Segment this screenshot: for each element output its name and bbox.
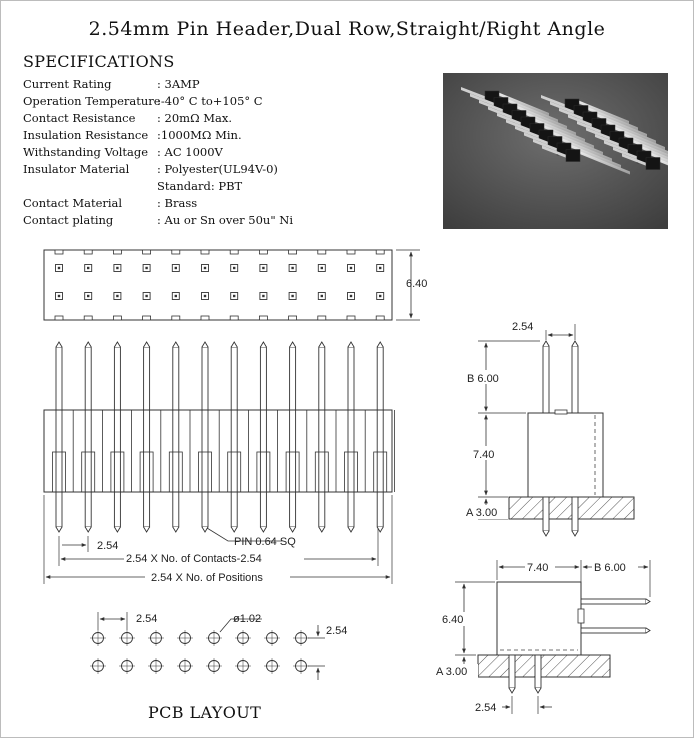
front-view-body — [44, 410, 392, 492]
right-angle-height-label: 6.40 — [442, 614, 464, 626]
front-pin-tail — [231, 527, 237, 532]
bottom-notch — [143, 316, 151, 320]
bottom-notch — [55, 316, 63, 320]
right-angle-side-view — [434, 560, 650, 714]
bottom-notch — [289, 316, 297, 320]
top-view-hole-center — [116, 295, 118, 297]
straight-pin-1 — [543, 346, 549, 416]
top-view-hole-center — [233, 295, 235, 297]
front-pin-tip — [348, 342, 354, 347]
top-view-hole-center — [291, 267, 293, 269]
front-pin-tip — [56, 342, 62, 347]
top-view-body — [44, 250, 392, 320]
top-view-hole-center — [175, 267, 177, 269]
front-pin-tip — [144, 342, 150, 347]
bottom-notch — [113, 316, 121, 320]
straight-a-label: A 3.00 — [466, 507, 498, 519]
top-view-hole-center — [145, 267, 147, 269]
spec-label: Contact Material — [23, 196, 123, 210]
top-notch — [289, 250, 297, 254]
top-view-hole-center — [233, 267, 235, 269]
front-pin-tail — [260, 527, 266, 532]
spec-value: : 3AMP — [157, 77, 200, 91]
spec-label: Insulation Resistance — [23, 128, 149, 142]
spec-value: Standard: PBT — [157, 179, 243, 193]
top-view-hole-center — [321, 267, 323, 269]
straight-b-label: B 6.00 — [467, 373, 499, 385]
front-pin — [56, 347, 62, 527]
top-view-hole-center — [58, 295, 60, 297]
top-notch — [113, 250, 121, 254]
front-pin — [319, 347, 325, 527]
front-pin — [173, 347, 179, 527]
front-view-slots — [44, 410, 394, 492]
pcb-layout-label: PCB LAYOUT — [148, 703, 262, 722]
top-view-hole-center — [321, 295, 323, 297]
top-notch — [230, 250, 238, 254]
right-angle-b-label: B 6.00 — [594, 562, 626, 574]
front-pin — [348, 347, 354, 527]
bottom-notch — [230, 316, 238, 320]
spec-label: Operation Temperature — [23, 94, 161, 108]
top-view-hole-center — [204, 267, 206, 269]
front-pin — [231, 347, 237, 527]
top-view-hole-center — [291, 295, 293, 297]
spec-label: Contact plating — [23, 213, 114, 227]
straight-side-view — [464, 321, 634, 536]
front-pin-tail — [56, 527, 62, 532]
spec-label: Current Rating — [23, 77, 112, 91]
front-pin-tip — [114, 342, 120, 347]
top-view-hole-center — [350, 295, 352, 297]
top-view-hole-center — [379, 267, 381, 269]
bottom-notch — [172, 316, 180, 320]
top-view — [44, 250, 427, 320]
front-view-pins — [56, 342, 383, 532]
right-angle-a-label: A 3.00 — [436, 666, 468, 678]
straight-pitch-label: 2.54 — [512, 321, 534, 333]
top-notch — [172, 250, 180, 254]
top-notch — [318, 250, 326, 254]
front-view — [44, 342, 394, 584]
front-pin-tip — [173, 342, 179, 347]
right-angle-pcb-section — [478, 655, 610, 677]
spec-value: : Au or Sn over 50u" Ni — [157, 213, 294, 227]
spec-label: Withstanding Voltage — [23, 145, 149, 159]
pcb-pitch-y-label: 2.54 — [326, 625, 348, 637]
front-pitch-label: 2.54 — [97, 540, 119, 552]
top-notch — [259, 250, 267, 254]
top-notch — [347, 250, 355, 254]
top-view-hole-center — [58, 267, 60, 269]
front-pin — [144, 347, 150, 527]
bottom-notch — [376, 316, 384, 320]
top-notch — [201, 250, 209, 254]
front-pin — [377, 347, 383, 527]
spec-label: Insulator Material — [23, 162, 130, 176]
front-pin-tail — [290, 527, 296, 532]
pin-size-label: PIN 0.64 SQ — [234, 536, 296, 548]
front-pin — [85, 347, 91, 527]
top-notch — [143, 250, 151, 254]
front-pin-tip — [231, 342, 237, 347]
right-angle-pitch-label: 2.54 — [475, 702, 497, 714]
contacts-dimension-label: 2.54 X No. of Contacts-2.54 — [126, 553, 262, 565]
top-notch — [55, 250, 63, 254]
top-view-hole-center — [87, 295, 89, 297]
front-pin-tail — [202, 527, 208, 532]
front-pin-tip — [290, 342, 296, 347]
straight-body-label: 7.40 — [473, 449, 495, 461]
front-pin-tail — [348, 527, 354, 532]
bottom-notch — [201, 316, 209, 320]
bottom-notch — [259, 316, 267, 320]
specifications-heading: SPECIFICATIONS — [23, 52, 175, 71]
top-view-hole-center — [262, 295, 264, 297]
front-pin-tail — [173, 527, 179, 532]
page-title: 2.54mm Pin Header,Dual Row,Straight/Right Angle — [88, 18, 606, 40]
straight-side-body — [528, 413, 603, 497]
straight-pcb-section — [509, 497, 634, 519]
spec-value: :1000MΩ Min. — [157, 128, 242, 142]
right-angle-pin-2 — [581, 628, 646, 633]
right-angle-body — [497, 582, 581, 655]
top-view-hole-center — [350, 267, 352, 269]
pcb-pitch-x-label: 2.54 — [136, 613, 158, 625]
right-angle-pin-1 — [581, 599, 646, 604]
front-pin-tail — [85, 527, 91, 532]
top-view-hole-center — [262, 267, 264, 269]
bottom-notch — [84, 316, 92, 320]
bottom-notch — [318, 316, 326, 320]
front-pin-tip — [319, 342, 325, 347]
top-view-hole-center — [175, 295, 177, 297]
spec-value: : Brass — [157, 196, 198, 210]
top-view-hole-center — [204, 295, 206, 297]
spec-value: : AC 1000V — [157, 145, 223, 159]
front-pin — [290, 347, 296, 527]
front-pin — [260, 347, 266, 527]
spec-value: : Polyester(UL94V-0) — [157, 162, 278, 176]
top-view-hole-center — [116, 267, 118, 269]
front-pin-tip — [377, 342, 383, 347]
top-view-hole-center — [87, 267, 89, 269]
front-pin-tail — [144, 527, 150, 532]
top-height-label: 6.40 — [406, 278, 428, 290]
right-angle-body-label: 7.40 — [527, 562, 549, 574]
top-view-hole-center — [379, 295, 381, 297]
front-pin-tip — [202, 342, 208, 347]
front-pin — [202, 347, 208, 527]
front-pin-tail — [114, 527, 120, 532]
top-notch — [376, 250, 384, 254]
front-pin-tip — [260, 342, 266, 347]
pcb-layout — [90, 612, 347, 680]
front-pin — [114, 347, 120, 527]
top-view-hole-center — [145, 295, 147, 297]
straight-pin-2 — [572, 346, 578, 416]
bottom-notch — [347, 316, 355, 320]
top-notch — [84, 250, 92, 254]
pcb-hole-label: ø1.02 — [233, 613, 262, 625]
spec-value: : 20mΩ Max. — [157, 111, 233, 125]
spec-value: :-40° C to+105° C — [157, 94, 263, 108]
front-pin-tip — [85, 342, 91, 347]
front-pin-tail — [319, 527, 325, 532]
positions-dimension-label: 2.54 X No. of Positions — [151, 572, 263, 584]
pcb-layout-holes — [90, 630, 309, 674]
spec-label: Contact Resistance — [23, 111, 136, 125]
